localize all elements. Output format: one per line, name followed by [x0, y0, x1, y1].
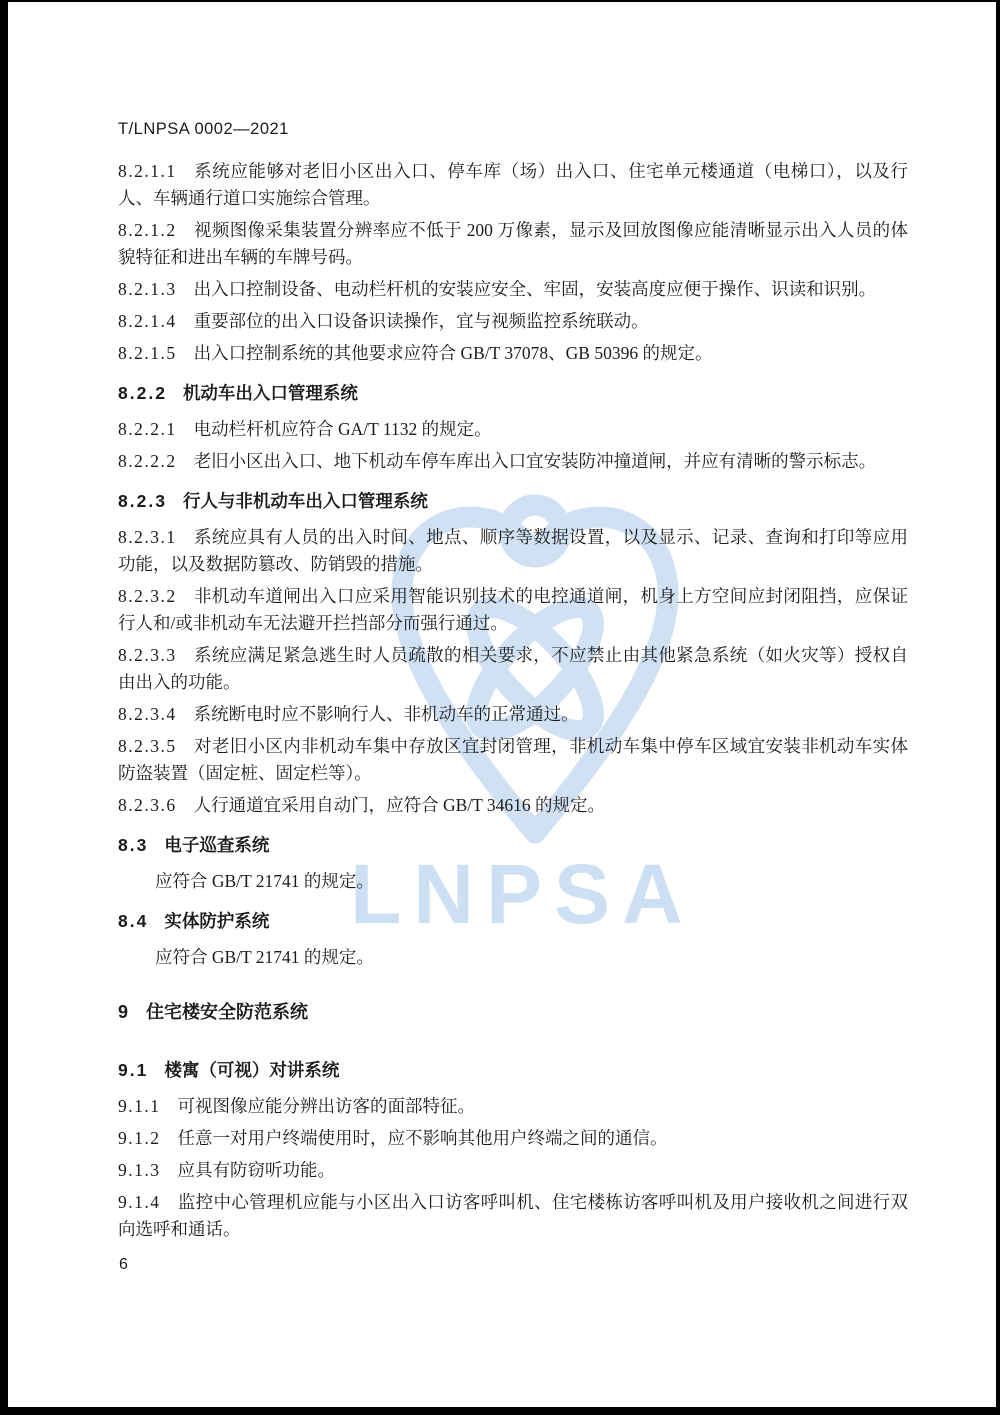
clause-text: 对老旧小区内非机动车集中存放区宜封闭管理，非机动车集中停车区域宜安装非机动车实体防盗装置（固定桩、固定栏等）。	[118, 736, 908, 783]
clause-text: 视频图像采集装置分辨率应不低于 200 万像素，显示及回放图像应能清晰显示出入人员的体貌特征和进出车辆的车牌号码。	[118, 220, 908, 267]
clause-text: 楼寓（可视）对讲系统	[164, 1060, 340, 1080]
document-content	[118, 116, 908, 1248]
clause-number: 8.2.3.1	[118, 527, 177, 547]
clause-text: 住宅楼安全防范系统	[146, 1002, 309, 1022]
clause-number: 8.2.2	[118, 383, 167, 403]
clause-number: 8.2.1.5	[118, 343, 177, 363]
page-edge-bottom	[0, 1407, 1000, 1415]
clause-8.2.1.3	[118, 276, 908, 303]
heading-8.2.3	[118, 488, 908, 515]
clause-9.1.2	[118, 1125, 908, 1152]
clause-number: 9.1.3	[118, 1160, 161, 1180]
clause-text: 老旧小区出入口、地下机动车停车库出入口宜安装防冲撞道闸，并应有清晰的警示标志。	[193, 451, 877, 471]
clause-number: 9.1	[118, 1060, 149, 1080]
clause-number: 8.2.1.1	[118, 161, 177, 181]
clause-text: 人行通道宜采用自动门，应符合 GB/T 34616 的规定。	[193, 795, 606, 815]
clause-text: 任意一对用户终端使用时，应不影响其他用户终端之间的通信。	[177, 1128, 668, 1148]
clause-number: 8.2.1.4	[118, 311, 177, 331]
clause-text: 电动栏杆机应符合 GA/T 1132 的规定。	[193, 419, 492, 439]
plain-paragraph	[118, 868, 908, 895]
clause-8.2.3.5	[118, 733, 908, 787]
plain-paragraph	[118, 944, 908, 971]
clause-8.2.1.1	[118, 158, 908, 212]
clause-text: 实体防护系统	[164, 911, 270, 931]
clause-number: 9.1.4	[118, 1192, 161, 1212]
clause-8.2.1.4	[118, 308, 908, 335]
clause-number: 8.2.3	[118, 491, 167, 511]
clause-number: 8.2.3.2	[118, 586, 177, 606]
clause-number: 9.1.2	[118, 1128, 161, 1148]
clause-8.2.3.6	[118, 792, 908, 819]
clause-text: 可视图像应能分辨出访客的面部特征。	[177, 1096, 475, 1116]
heading-8.3	[118, 832, 908, 859]
clause-number: 8.4	[118, 911, 149, 931]
clause-9.1.4	[118, 1189, 908, 1243]
clause-8.2.3.3	[118, 642, 908, 696]
clause-text: 应符合 GB/T 21741 的规定。	[155, 947, 374, 967]
clause-9.1.1	[118, 1093, 908, 1120]
heading-8.2.2	[118, 380, 908, 407]
clause-text: 系统应能够对老旧小区出入口、停车库（场）出入口、住宅单元楼通道（电梯口），以及行人、车辆通行道口实施综合管理。	[118, 161, 908, 208]
clause-text: 非机动车道闸出入口应采用智能识别技术的电控通道闸，机身上方空间应封闭阻挡，应保证行人和/或非机动车无法避开拦挡部分而强行通过。	[118, 586, 908, 633]
clause-text: 出入口控制系统的其他要求应符合 GB/T 37078、GB 50396 的规定。	[193, 343, 713, 363]
document-body	[118, 158, 908, 1243]
page-edge-right	[996, 0, 1000, 1415]
clause-9.1.3	[118, 1157, 908, 1184]
clause-text: 应具有防窃听功能。	[177, 1160, 335, 1180]
clause-number: 8.3	[118, 835, 149, 855]
clause-number: 8.2.3.3	[118, 645, 177, 665]
clause-number: 8.2.1.2	[118, 220, 177, 240]
clause-number: 8.2.3.6	[118, 795, 177, 815]
clause-8.2.2.1	[118, 416, 908, 443]
clause-number: 8.2.1.3	[118, 279, 177, 299]
clause-text: 系统应满足紧急逃生时人员疏散的相关要求，不应禁止由其他紧急系统（如火灾等）授权自由出入的功能。	[118, 645, 908, 692]
clause-number: 8.2.3.4	[118, 704, 177, 724]
page-edge-top	[0, 0, 1000, 2]
clause-number: 8.2.2.2	[118, 451, 177, 471]
clause-text: 监控中心管理机应能与小区出入口访客呼叫机、住宅楼栋访客呼叫机及用户接收机之间进行双向选呼和通话。	[118, 1192, 908, 1239]
clause-text: 出入口控制设备、电动栏杆机的安装应安全、牢固，安装高度应便于操作、识读和识别。	[193, 279, 877, 299]
clause-text: 机动车出入口管理系统	[182, 383, 358, 403]
page-number: 6	[119, 1256, 128, 1273]
clause-number: 8.2.2.1	[118, 419, 177, 439]
clause-text: 系统应具有人员的出入时间、地点、顺序等数据设置，以及显示、记录、查询和打印等应用功能，以及数据防篡改、防销毁的措施。	[118, 527, 908, 574]
heading-8.4	[118, 908, 908, 935]
watermark-text: LNPSA	[350, 847, 695, 941]
clause-text: 系统断电时应不影响行人、非机动车的正常通过。	[193, 704, 579, 724]
clause-number: 8.2.3.5	[118, 736, 177, 756]
clause-8.2.3.4	[118, 701, 908, 728]
chapter-9	[118, 999, 908, 1026]
clause-text: 应符合 GB/T 21741 的规定。	[155, 871, 374, 891]
clause-8.2.3.2	[118, 583, 908, 637]
clause-8.2.1.5	[118, 340, 908, 367]
standard-code-header: T/LNPSA 0002—2021	[118, 120, 289, 138]
clause-text: 电子巡查系统	[164, 835, 270, 855]
heading-9.1	[118, 1057, 908, 1084]
clause-8.2.1.2	[118, 217, 908, 271]
clause-text: 重要部位的出入口设备识读操作，宜与视频监控系统联动。	[193, 311, 649, 331]
clause-8.2.2.2	[118, 448, 908, 475]
clause-8.2.3.1	[118, 524, 908, 578]
clause-number: 9	[118, 1002, 131, 1022]
clause-text: 行人与非机动车出入口管理系统	[182, 491, 428, 511]
clause-number: 9.1.1	[118, 1096, 161, 1116]
page-edge-left	[0, 0, 8, 1415]
